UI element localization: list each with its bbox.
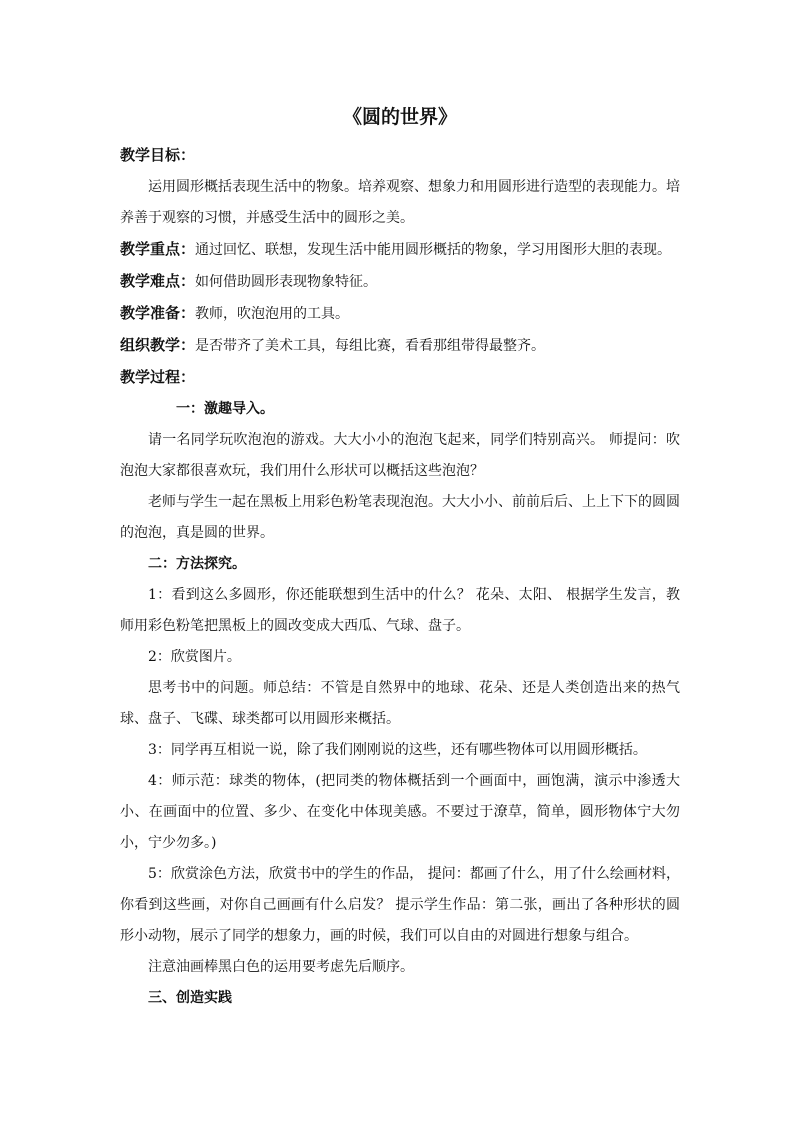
focus-label: 教学重点： [120, 240, 196, 258]
section2-paragraph-1: 1：看到这么多圆形，你还能联想到生活中的什么？ 花朵、太阳、 根据学生发言，教师用彩色粉笔把黑板上的圆改变成大西瓜、气球、盘子。 [120, 587, 680, 634]
objective-heading [120, 140, 680, 172]
section2-paragraph-3: 思考书中的问题。师总结：不管是自然界中的地球、花朵、还是人类创造出来的热气球、盘子、飞碟、球类都可以用圆形来概括。 [120, 680, 680, 727]
organization-line [120, 330, 680, 362]
preparation-label: 教学准备： [120, 304, 196, 322]
objective-heading-label: 教学目标： [120, 146, 196, 164]
focus-line [120, 234, 680, 266]
section1-paragraph-1: 请一名同学玩吹泡泡的游戏。大大小小的泡泡飞起来，同学们特别高兴。 师提问：吹泡泡大家都很喜欢玩，我们用什么形状可以概括这些泡泡？ [120, 432, 680, 479]
document-page [120, 102, 680, 1014]
document-title: 《圆的世界》 [342, 106, 457, 128]
section2-paragraph-7: 注意油画棒黑白色的运用要考虑先后顺序。 [148, 959, 414, 975]
difficulty-label: 教学难点： [120, 272, 196, 290]
difficulty-text: 如何借助圆形表现物象特征。 [195, 274, 378, 290]
preparation-line [120, 298, 680, 330]
section2-paragraph-2: 2：欣赏图片。 [148, 649, 241, 665]
section3-title: 三、创造实践 [148, 990, 232, 1006]
focus-text: 通过回忆、联想，发现生活中能用圆形概括的物象，学习用图形大胆的表现。 [195, 242, 672, 258]
section2-paragraph-5: 4：师示范：球类的物体，(把同类的物体概括到一个画面中，画饱满，演示中渗透大小、在画面中的位置、多少、在变化中体现美感。不要过于潦草，简单，圆形物体宁大勿小，宁少勿多。) [120, 773, 680, 851]
difficulty-line [120, 266, 680, 298]
section1-title: 一：激趣导入。 [176, 401, 274, 417]
organization-text: 是否带齐了美术工具，每组比赛，看看那组带得最整齐。 [195, 338, 546, 354]
organization-label: 组织教学： [120, 336, 196, 354]
section2-paragraph-6: 5：欣赏涂色方法，欣赏书中的学生的作品， 提问：都画了什么，用了什么绘画材料，你看到这些画，对你自己画画有什么启发？ 提示学生作品：第二张，画出了各种形状的圆形小动物，展示了同学的想象力，画的时候，我们可以自由的对圆进行想象与组合。 [120, 866, 680, 944]
preparation-text: 教师，吹泡泡用的工具。 [195, 306, 350, 322]
process-heading [120, 362, 680, 394]
section2-paragraph-4: 3：同学再互相说一说，除了我们刚刚说的这些，还有哪些物体可以用圆形概括。 [148, 742, 647, 758]
process-heading-label: 教学过程： [120, 368, 196, 386]
section1-paragraph-2: 老师与学生一起在黑板上用彩色粉笔表现泡泡。大大小小、前前后后、上上下下的圆圆的泡泡，真是圆的世界。 [120, 494, 680, 541]
section2-title: 二：方法探究。 [148, 556, 246, 572]
objective-paragraph: 运用圆形概括表现生活中的物象。培养观察、想象力和用圆形进行造型的表现能力。培养善于观察的习惯，并感受生活中的圆形之美。 [120, 179, 680, 226]
